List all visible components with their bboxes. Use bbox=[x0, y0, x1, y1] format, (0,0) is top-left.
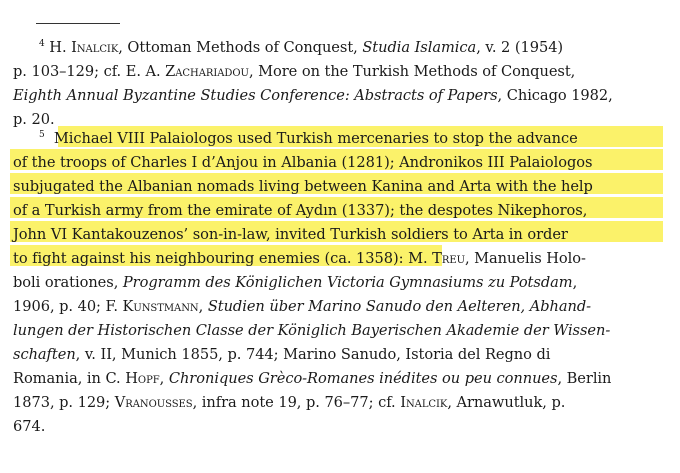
footnote-5-line-2: of the troops of Charles I d’Anjou in Albania (1281); Andronikos III Palaiologos bbox=[13, 154, 593, 171]
footnote-5-line-13: 674. bbox=[13, 418, 46, 435]
footnote-5-line-8: 1906, p. 40; F. Kunstmann, Studien über Marino Sanudo den Aelteren, Abhand- bbox=[13, 298, 592, 315]
footnote-4-marker: 4 bbox=[39, 39, 45, 49]
footnote-5-line-3: subjugated the Albanian nomads living between Kanina and Arta with the help bbox=[13, 178, 593, 195]
footnote-4-line-3: Eighth Annual Byzantine Studies Conference: Abstracts of Papers, Chicago 1982, bbox=[13, 87, 613, 104]
footnote-5-line-7: boli orationes, Programm des Königlichen Victoria Gymnasiums zu Potsdam, bbox=[13, 274, 578, 291]
footnote-5-line-11: Romania, in C. Hopf, Chroniques Grèco-Romanes inédites ou peu connues, Berlin bbox=[13, 370, 612, 387]
footnote-4-line-4: p. 20. bbox=[13, 111, 55, 128]
footnote-4-line-2: p. 103–129; cf. E. A. Zachariadou, More on the Turkish Methods of Conquest, bbox=[13, 63, 576, 80]
footnote-5-line-4: of a Turkish army from the emirate of Aydın (1337); the despotes Nikephoros, bbox=[13, 202, 588, 219]
footnote-5-line-5: John VI Kantakouzenos’ son-in-law, invited Turkish soldiers to Arta in order bbox=[13, 226, 568, 243]
footnote-5-line-10: schaften, v. II, Munich 1855, p. 744; Marino Sanudo, Istoria del Regno di bbox=[13, 346, 551, 363]
footnote-5-line-1: $^5$ Michael VIII Palaiologos used Turkish mercenaries to stop the advance bbox=[39, 130, 578, 147]
footnote-5-marker: 5 bbox=[39, 130, 45, 140]
footnote-5-line-9: lungen der Historischen Classe der Königlich Bayerischen Akademie der Wissen- bbox=[13, 322, 611, 339]
footnote-5-line-6: to fight against his neighbouring enemies (ca. 1358): M. Treu, Manuelis Holo- bbox=[13, 250, 586, 267]
footnote-5-line-12: 1873, p. 129; Vranousses, infra note 19, p. 76–77; cf. Inalcik, Arnawutluk, p. bbox=[13, 394, 566, 411]
footnote-4-line-1: $^4$ H. Inalcik, Ottoman Methods of Conquest, Studia Islamica, v. 2 (1954) bbox=[39, 39, 564, 56]
footnote-separator-rule bbox=[36, 23, 120, 24]
